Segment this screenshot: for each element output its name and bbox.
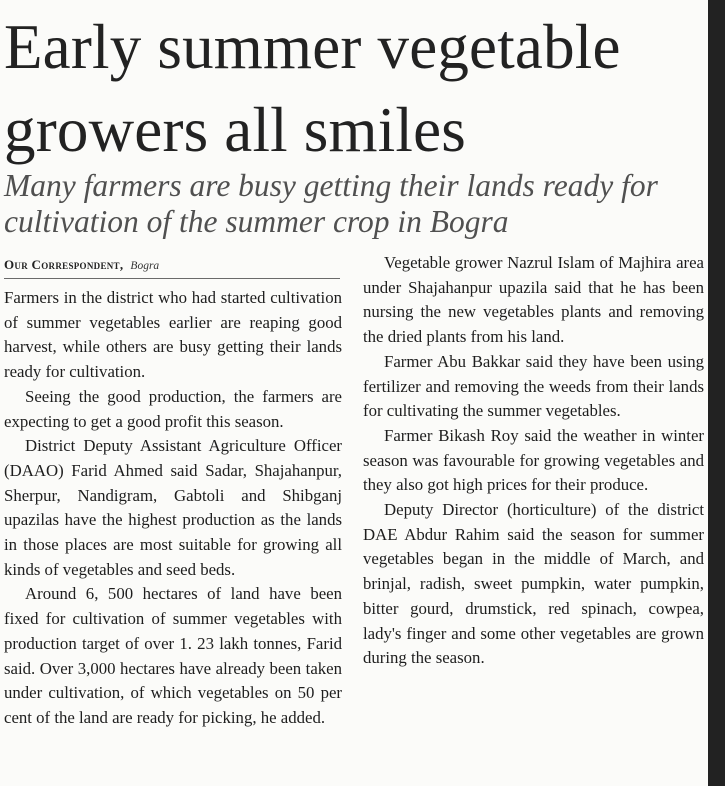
headline: Early summer vegetable growers all smiles <box>4 12 621 165</box>
byline <box>4 256 340 279</box>
paragraph: Seeing the good production, the farmers are expecting to get a good profit this season. <box>4 386 342 431</box>
paragraph: District Deputy Assistant Agriculture Officer (DAAO) Farid Ahmed said Sadar, Shajahanpur, Sherpur, Nandigram, Gabtoli and Shibganj upazilas have the highest production as the lands in those places are most suitable for growing all kinds of vegetables and seed beds. <box>4 436 342 579</box>
page-edge-strip <box>708 0 725 786</box>
byline-author: Our Correspondent, <box>4 257 124 272</box>
paragraph: Farmer Abu Bakkar said they have been using fertilizer and removing the weeds from their lands for cultivating the summer vegetables. <box>363 351 704 421</box>
paragraph: Deputy Director (horticulture) of the district DAE Abdur Rahim said the season for summer vegetables began in the middle of March, and brinjal, radish, sweet pumpkin, water pumpkin, bitter gourd, drumstick, red spinach, cowpea, lady's finger and some other vegetables are grown during the season. <box>363 500 704 668</box>
paragraph: Vegetable grower Nazrul Islam of Majhira area under Shajahanpur upazila said that he has been nursing the new vegetables plants and removing the dried plants from his land. <box>363 253 704 347</box>
article-column-2 <box>363 251 704 671</box>
article-column-1 <box>4 286 342 731</box>
byline-location: Bogra <box>130 260 160 272</box>
subheadline: Many farmers are busy getting their lands ready for cultivation of the summer crop in Bogra <box>4 168 658 239</box>
paragraph: Farmers in the district who had started cultivation of summer vegetables earlier are reaping good harvest, while others are busy getting their lands ready for cultivation. <box>4 288 342 382</box>
paragraph: Around 6, 500 hectares of land have been fixed for cultivation of summer vegetables with production target of over 1. 23 lakh tonnes, Farid said. Over 3,000 hectares have already been taken under cultivation, of which vegetables on 50 per cent of the land are ready for picking, he added. <box>4 584 342 727</box>
paragraph: Farmer Bikash Roy said the weather in winter season was favourable for growing vegetables and they also got high prices for their produce. <box>363 425 704 495</box>
